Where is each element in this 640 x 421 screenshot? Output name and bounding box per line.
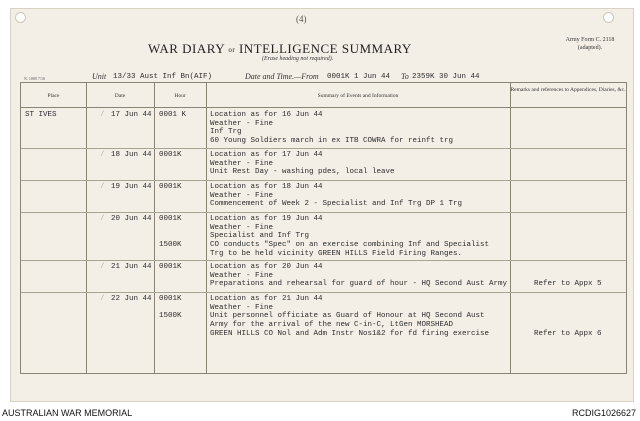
entry-summary-line: Weather - Fine bbox=[210, 223, 274, 232]
unit-label: Unit bbox=[92, 72, 107, 81]
unit-value: 13/33 Aust Inf Bn(AIF) bbox=[113, 73, 213, 81]
punch-hole bbox=[603, 12, 614, 23]
header-place: Place bbox=[47, 93, 60, 99]
entry-summary-line: Weather - Fine bbox=[210, 191, 274, 200]
entry-summary-line: Trg to be held vicinity GREEN HILLS Field Firing Ranges. bbox=[210, 249, 463, 258]
entry-tick-mark: / bbox=[101, 181, 104, 190]
entry-tick-mark: / bbox=[101, 109, 104, 118]
print-reference: N. 1000 7/16 bbox=[24, 76, 45, 81]
diary-table bbox=[20, 82, 627, 374]
date-to-value: 2359K 30 Jun 44 bbox=[412, 73, 480, 81]
header-date: Date bbox=[114, 93, 126, 99]
entry-date: 20 Jun 44 bbox=[111, 215, 152, 223]
entry-divider bbox=[21, 148, 626, 149]
entry-hour: 0001K bbox=[159, 151, 182, 159]
footer-source: AUSTRALIAN WAR MEMORIAL bbox=[2, 408, 133, 418]
date-to-label: To bbox=[401, 72, 409, 81]
entry-summary-line: Weather - Fine bbox=[210, 119, 274, 128]
date-time-label: Date and Time.—From bbox=[245, 72, 319, 81]
entry-hour: 0001 K bbox=[159, 111, 187, 119]
entry-hour: 0001K bbox=[159, 263, 182, 271]
form-reference-note: (adapted). bbox=[577, 45, 603, 51]
entry-hour: 1500K bbox=[159, 312, 182, 321]
entry-summary-line: Location as for 16 Jun 44 bbox=[210, 111, 323, 119]
punch-hole bbox=[15, 12, 26, 23]
entry-tick-mark: / bbox=[101, 149, 104, 158]
column-divider bbox=[154, 83, 155, 373]
entry-summary-line: Specialist and Inf Trg bbox=[210, 232, 310, 241]
column-divider bbox=[86, 83, 87, 373]
entry-place: ST IVES bbox=[25, 111, 57, 119]
page-number: (4) bbox=[296, 14, 307, 24]
entry-summary-line: GREEN HILLS CO Nol and Adm Instr Nos1&2 for fd firing exercise bbox=[210, 329, 490, 338]
entry-summary-line: Inf Trg bbox=[210, 128, 242, 137]
entry-tick-mark: / bbox=[101, 261, 104, 270]
entry-summary-line: Location as for 21 Jun 44 bbox=[210, 295, 323, 303]
entry-summary-line: Preparations and rehearsal for guard of hour - HQ Second Aust Army bbox=[210, 280, 508, 289]
entry-summary-line: Location as for 19 Jun 44 bbox=[210, 215, 323, 223]
entry-date: 22 Jun 44 bbox=[111, 295, 152, 303]
entry-remark: Refer to Appx 5 bbox=[534, 280, 602, 289]
entry-summary-line: Weather - Fine bbox=[210, 271, 274, 280]
entry-divider bbox=[21, 212, 626, 213]
entry-date: 21 Jun 44 bbox=[111, 263, 152, 271]
entry-summary-line: Unit personnel officiate as Guard of Honour at HQ Second Aust bbox=[210, 312, 485, 321]
entry-summary-line: 60 Young Soldiers march in ex ITB COWRA for reinft trg bbox=[210, 137, 454, 146]
title-or: or bbox=[228, 46, 236, 55]
entry-date: 19 Jun 44 bbox=[111, 183, 152, 191]
entry-summary-line: Unit Rest Day - washing pdes, local leave bbox=[210, 168, 395, 177]
entry-hour: 0001K bbox=[159, 183, 182, 191]
column-divider bbox=[510, 83, 511, 373]
entry-remark: Refer to Appx 6 bbox=[534, 329, 602, 338]
entry-date: 17 Jun 44 bbox=[111, 111, 152, 119]
entry-divider bbox=[21, 260, 626, 261]
entry-summary-line: Location as for 18 Jun 44 bbox=[210, 183, 323, 191]
form-reference bbox=[560, 36, 620, 52]
form-title bbox=[148, 41, 412, 57]
entry-divider bbox=[21, 292, 626, 293]
entry-date: 18 Jun 44 bbox=[111, 151, 152, 159]
title-intelligence-summary: INTELLIGENCE SUMMARY bbox=[238, 41, 412, 56]
header-summary: Summary of Events and Information bbox=[317, 93, 399, 99]
title-war-diary: WAR DIARY bbox=[148, 41, 225, 56]
entry-tick-mark: / bbox=[101, 213, 104, 222]
date-from-value: 0001K 1 Jun 44 bbox=[327, 73, 391, 81]
header-remarks: Remarks and references to Appendices, Diaries, &c. bbox=[510, 87, 626, 93]
footer-reference: RCDIG1026627 bbox=[571, 408, 636, 418]
entry-summary-line: Weather - Fine bbox=[210, 159, 274, 168]
column-divider bbox=[206, 83, 207, 373]
entry-summary-line: CO conducts "Spec" on an exercise combining Inf and Specialist bbox=[210, 241, 490, 250]
form-reference-number: Army Form C. 2118 bbox=[565, 37, 615, 43]
entry-divider bbox=[21, 180, 626, 181]
header-divider bbox=[21, 107, 626, 108]
entry-hour: 1500K bbox=[159, 241, 182, 250]
entry-summary-line: Location as for 17 Jun 44 bbox=[210, 151, 323, 159]
form-subtitle: (Erase heading not required). bbox=[262, 56, 334, 62]
entry-tick-mark: / bbox=[101, 293, 104, 302]
entry-summary-line: Commencement of Week 2 - Specialist and Inf Trg DP 1 Trg bbox=[210, 200, 463, 209]
entry-hour: 0001K bbox=[159, 295, 182, 303]
entry-summary-line: Location as for 20 Jun 44 bbox=[210, 263, 323, 271]
entry-summary-line: Army for the arrival of the new C-in-C, LtGen MORSHEAD bbox=[210, 321, 454, 330]
entry-hour: 0001K bbox=[159, 215, 182, 223]
entry-summary-line: Weather - Fine bbox=[210, 303, 274, 312]
header-hour: Hour bbox=[174, 93, 186, 99]
